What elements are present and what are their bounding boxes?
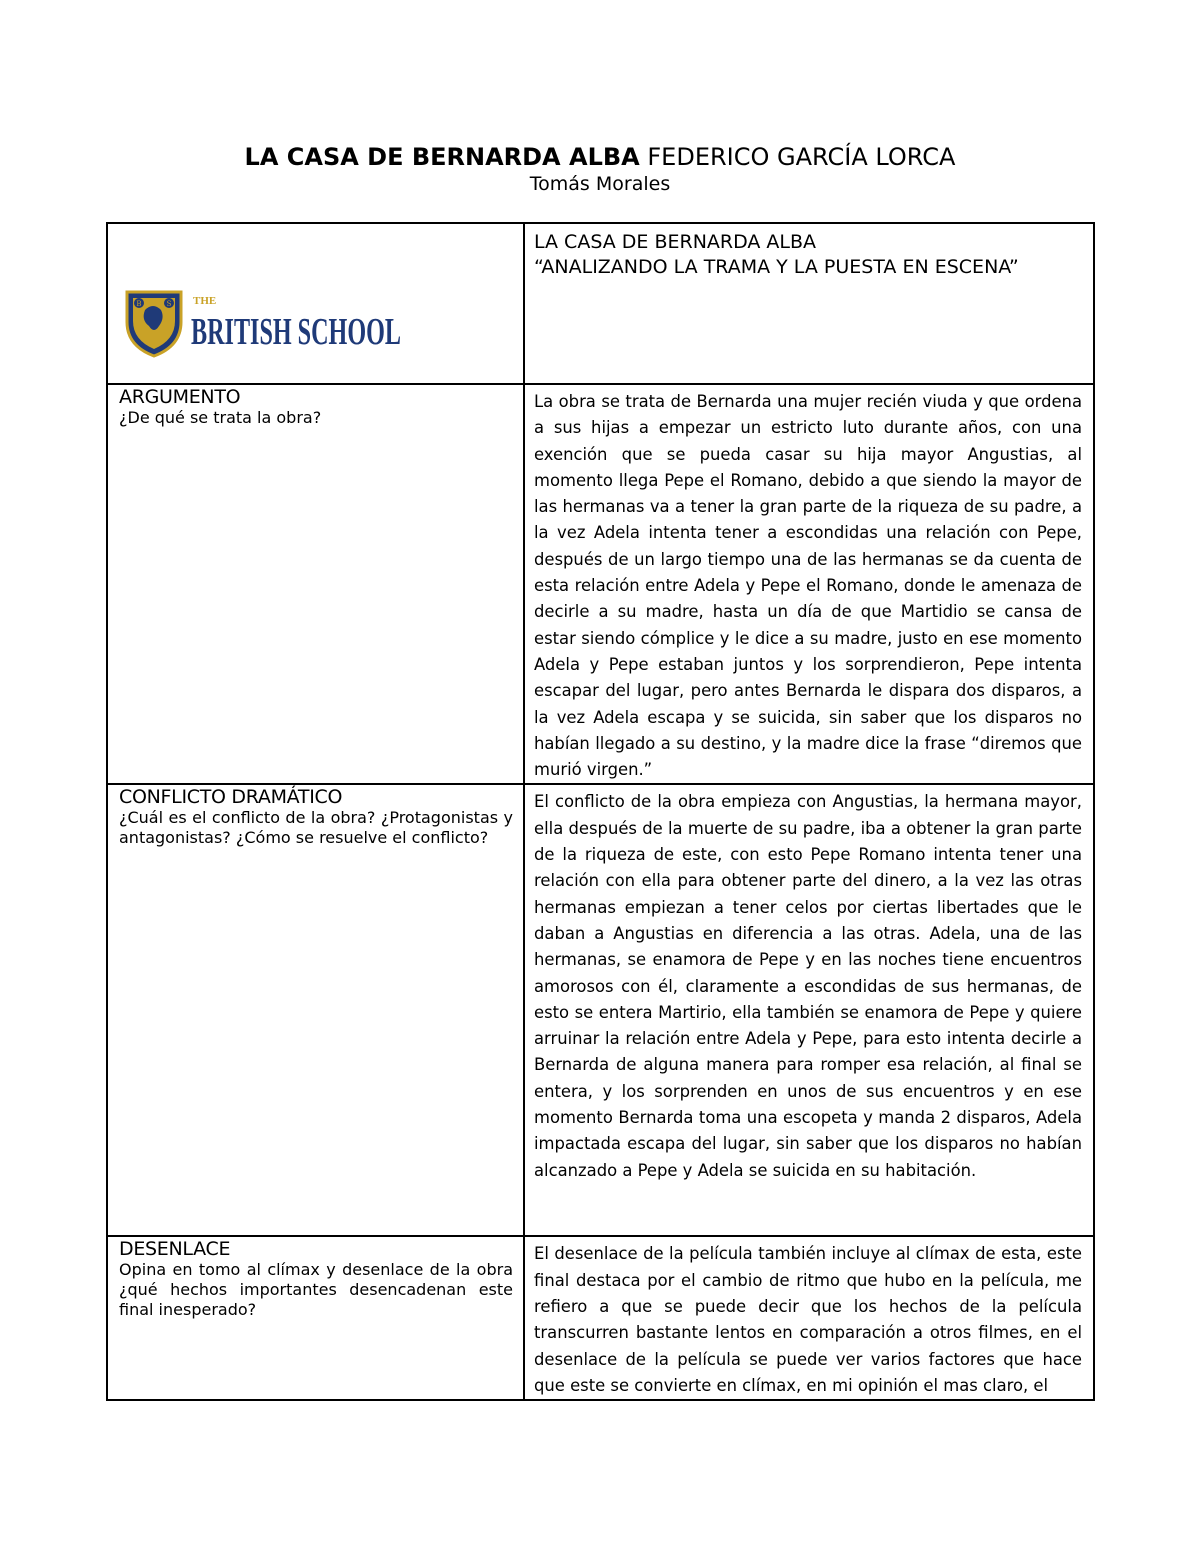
prompt-cell xyxy=(107,384,524,784)
table-row xyxy=(107,1236,1094,1400)
document-title xyxy=(0,142,1200,172)
section-question: ¿De qué se trata la obra? xyxy=(119,408,322,427)
school-crest-logo xyxy=(123,286,413,358)
table-header-row xyxy=(107,223,1094,384)
logo-school-name: BRITISH SCHOOL xyxy=(191,311,401,353)
table-title xyxy=(534,226,1082,280)
section-title: CONFLICTO DRAMÁTICO xyxy=(119,786,343,809)
answer-cell xyxy=(524,384,1094,784)
title-work: LA CASA DE BERNARDA ALBA xyxy=(244,143,640,171)
section-title: DESENLACE xyxy=(119,1238,231,1261)
student-name: Tomás Morales xyxy=(529,173,671,195)
section-answer: El conflicto de la obra empieza con Angustias, la hermana mayor, ella después de la muerte de su padre, iba a obtener la gran parte de la riqueza de este, con esto Pepe Romano intenta tener una relación con ella para obtener parte del dinero, a la vez las otras hermanas empiezan a tener celos por ciertas libertades que le daban a Angustias en diferencia a las otras. Adela, una de las hermanas, se enamora de Pepe y en las noches tiene encuentros amorosos con él, claramente a escondidas de sus hermanas, de esto se entera Martirio, ella también se enamora de Pepe y quiere arruinar la relación entre Adela y Pepe, para esto intenta decirle a Bernarda de alguna manera para romper esa relación, al final se entera, y los sorprenden en unos de sus encuentros y en ese momento Bernarda toma una escopeta y manda 2 disparos, Adela impactada escapa del lugar, sin saber que los disparos no habían alcanzado a Pepe y Adela se suicida en su habitación. xyxy=(534,792,1082,1180)
prompt-cell xyxy=(107,784,524,1236)
analysis-table xyxy=(106,222,1095,1401)
section-answer: El desenlace de la película también incluye al clímax de esta, este final destaca por el cambio de ritmo que hubo en la película, me refiero a que se puede decir que los hechos de la película transcurren bastante lentos en comparación a otros filmes, en el desenlace de la película se puede ver varios factores que hace que este se convierte en clímax, en mi opinión el mas claro, el xyxy=(534,1244,1082,1395)
svg-text:S: S xyxy=(166,300,172,308)
table-title-cell xyxy=(524,223,1094,384)
section-answer: La obra se trata de Bernarda una mujer recién viuda y que ordena a sus hijas a empezar un estricto luto durante años, con una exención que se pueda casar su hija mayor Angustias, al momento llega Pepe el Romano, debido a que siendo la mayor de las hermanas va a tener la gran parte de la riqueza de su padre, a la vez Adela intenta tener a escondidas una relación con Pepe, después de un largo tiempo una de las hermanas se da cuenta de esta relación entre Adela y Pepe el Romano, donde le amenaza de decirle a su madre, hasta un día de que Martidio se cansa de estar siendo cómplice y le dice a su madre, justo en ese momento Adela y Pepe estaban juntos y los sorprendieron, Pepe intenta escapar del lugar, pero antes Bernarda le dispara dos disparos, a la vez Adela escapa y se suicida, sin saber que los disparos no habían llegado a su destino, y la madre dice la frase “diremos que murió virgen.” xyxy=(534,392,1082,780)
section-question: ¿Cuál es el conflicto de la obra? ¿Protagonistas y antagonistas? ¿Cómo se resuelve el conflicto? xyxy=(119,808,513,848)
table-row xyxy=(107,784,1094,1236)
table-title-line1: LA CASA DE BERNARDA ALBA xyxy=(534,231,817,253)
logo-the-text: THE xyxy=(193,295,217,307)
section-question: Opina en tomo al clímax y desenlace de la obra ¿qué hechos importantes desencadenan este final inesperado? xyxy=(119,1260,513,1320)
prompt-cell xyxy=(107,1236,524,1400)
logo-cell xyxy=(107,223,524,384)
answer-cell xyxy=(524,1236,1094,1400)
svg-text:B: B xyxy=(136,300,142,308)
answer-cell xyxy=(524,784,1094,1236)
table-title-line2: “ANALIZANDO LA TRAMA Y LA PUESTA EN ESCENA” xyxy=(534,256,1019,278)
table-row xyxy=(107,384,1094,784)
title-author: FEDERICO GARCÍA LORCA xyxy=(647,143,956,171)
british-school-logo xyxy=(119,226,513,362)
section-title: ARGUMENTO xyxy=(119,386,241,408)
